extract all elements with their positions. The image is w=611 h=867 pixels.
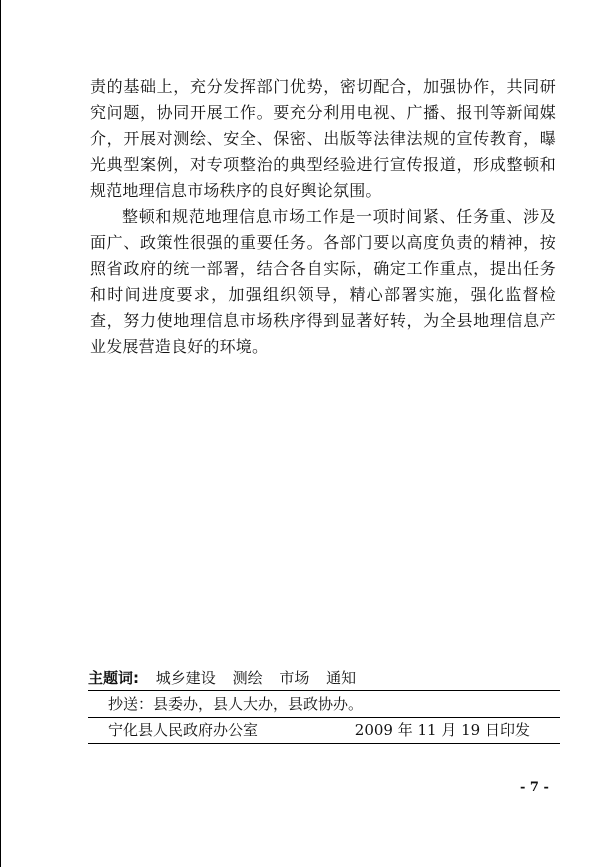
issuer-name: 宁化县人民政府办公室 bbox=[108, 721, 259, 739]
keyword-item: 城乡建设 bbox=[155, 669, 216, 687]
keywords-label: 主题词: bbox=[88, 669, 139, 687]
document-body bbox=[90, 74, 556, 360]
page-border bbox=[0, 0, 1, 867]
keyword-item: 测绘 bbox=[232, 669, 263, 687]
keyword-item: 通知 bbox=[326, 669, 357, 687]
divider bbox=[88, 743, 560, 744]
paragraph-1: 责的基础上，充分发挥部门优势，密切配合，加强协作，共同研究问题，协同开展工作。要充分利用电视、广播、报刊等新闻媒介，开展对测绘、安全、保密、出版等法律法规的宣传教育，曝光典型案例，对专项整治的典型经验进行宣传报道，形成整顿和规范地理信息市场秩序的良好舆论氛围。 bbox=[90, 77, 556, 200]
paragraph-2: 整顿和规范地理信息市场工作是一项时间紧、任务重、涉及面广、政策性很强的重要任务。各部门要以高度负责的精神，按照省政府的统一部署，结合各自实际，确定工作重点，提出任务和时间进度要求，加强组织领导，精心部署实施，强化监督检查，努力使地理信息市场秩序得到显著好转，为全县地理信息产业发展营造良好的环境。 bbox=[90, 207, 556, 356]
issuer-line bbox=[88, 720, 560, 740]
keywords-line bbox=[88, 668, 560, 688]
issue-date: 2009 年 11 月 19 日印发 bbox=[354, 721, 530, 739]
cc-line: 抄送：县委办，县人大办，县政协办。 bbox=[108, 695, 364, 713]
divider bbox=[88, 717, 560, 718]
divider bbox=[88, 690, 560, 691]
keyword-item: 市场 bbox=[279, 669, 310, 687]
page-number: - 7 - bbox=[520, 780, 549, 795]
